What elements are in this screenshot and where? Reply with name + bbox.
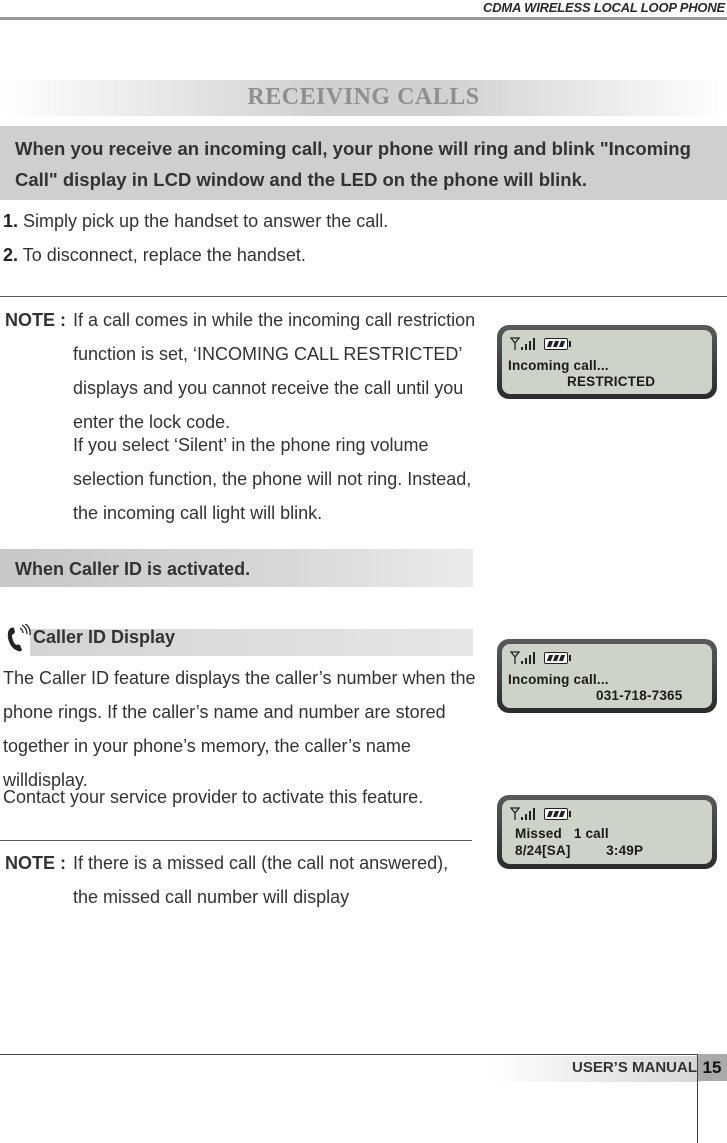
signal-icon (510, 807, 538, 821)
caller-id-title: Caller ID Display (33, 627, 176, 647)
step-number: 2. (3, 245, 19, 265)
step-text: To disconnect, replace the handset. (22, 245, 306, 265)
lcd-line-1: Incoming call... (508, 672, 609, 687)
note-paragraph-1: If a call comes in while the incoming call restriction function is set, ‘INCOMING CALL RESTRICTED’ displays and you cannot receive the call until you enter the lock code. (73, 310, 476, 432)
lcd-line-2: 031-718-7365 (596, 688, 683, 703)
battery-icon (544, 338, 568, 350)
lcd-line-1: Missed 1 call (515, 826, 609, 841)
divider (0, 296, 727, 297)
lcd-line-2: 8/24[SA] 3:49P (515, 843, 644, 858)
note-label: NOTE : (5, 310, 66, 330)
battery-icon (544, 808, 568, 820)
caller-id-body: The Caller ID feature displays the caller’s number when the phone rings. If the caller’s name and number are stored together in your phone’s memory, the caller’s name willdisplay. (3, 668, 476, 790)
battery-icon (544, 652, 568, 664)
step-text: Simply pick up the handset to answer the call. (23, 211, 389, 231)
note-label: NOTE : (5, 853, 66, 873)
running-header: CDMA WIRELESS LOCAL LOOP PHONE (483, 0, 725, 15)
caller-id-contact: Contact your service provider to activate this feature. (3, 787, 424, 807)
footer-label: USER’S MANUAL (572, 1059, 698, 1076)
lcd-line-2: RESTRICTED (567, 374, 656, 389)
lcd-screen-missed-call (497, 795, 717, 869)
header-rule (0, 17, 727, 20)
signal-icon (510, 651, 538, 665)
step-number: 1. (3, 211, 19, 231)
divider (0, 840, 472, 841)
signal-icon (510, 337, 538, 351)
step-2 (3, 245, 306, 266)
footer-rule (0, 1054, 700, 1055)
intro-text: When you receive an incoming call, your phone will ring and blink "Incoming Call" display in LCD window and the LED on the phone will blink. (15, 138, 691, 190)
note-paragraph-2: If you select ‘Silent’ in the phone ring volume selection function, the phone will not ring. Instead, the incoming call light will blink. (73, 435, 472, 523)
footer-vertical-rule (697, 1054, 698, 1143)
lcd-line-1: Incoming call... (508, 358, 609, 373)
note-2-text: If there is a missed call (the call not answered), the missed call number will display (73, 853, 449, 907)
section-title: RECEIVING CALLS (247, 84, 480, 110)
lcd-screen-restricted (497, 325, 717, 399)
page-number: 15 (702, 1058, 722, 1077)
step-1 (3, 211, 388, 232)
lcd-screen-incoming-number (497, 639, 717, 713)
phone-ringing-icon (6, 624, 32, 654)
subsection-title: When Caller ID is activated. (15, 559, 251, 579)
